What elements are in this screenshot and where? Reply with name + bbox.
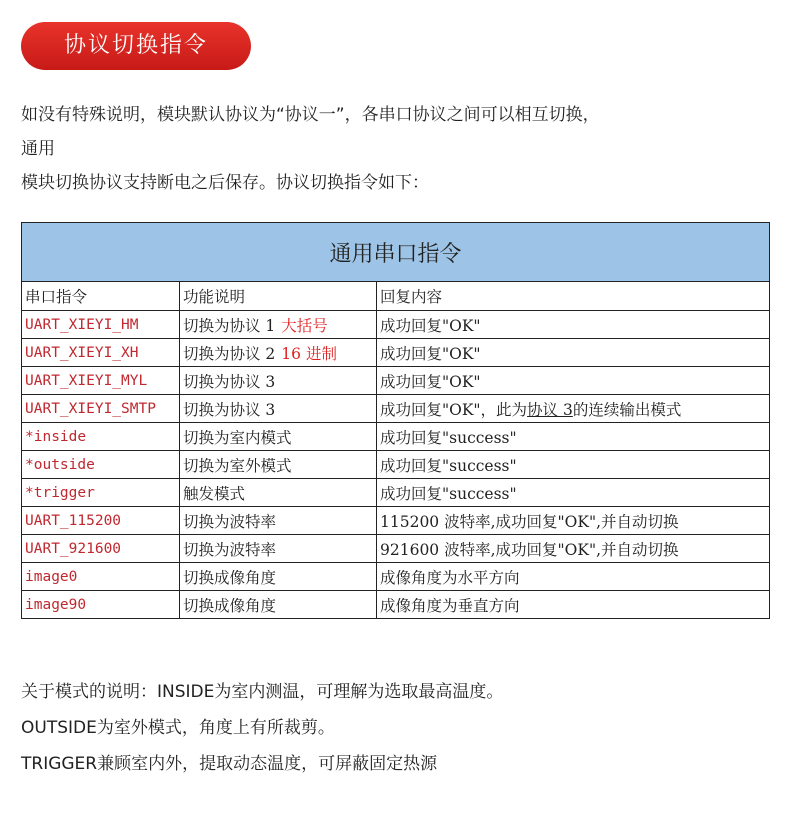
function-cell [180, 591, 377, 619]
header-command: 串口指令 [22, 282, 180, 311]
function-text: 切换为协议 1 [183, 316, 276, 335]
reply-cell [377, 395, 770, 423]
function-text: 切换为波特率 [183, 540, 277, 559]
note-outside: OUTSIDE为室外模式，角度上有所裁剪。 [21, 718, 335, 738]
table-row [22, 423, 770, 451]
command-cell: UART_115200 [22, 507, 180, 535]
command-cell: *trigger [22, 479, 180, 507]
intro-line-2: 通用 [21, 139, 55, 159]
function-text: 切换为协议 3 [183, 372, 276, 391]
reply-cell [377, 479, 770, 507]
function-cell [180, 423, 377, 451]
reply-text: 921600 波特率,成功回复"OK",并自动切换 [380, 540, 679, 559]
header-function: 功能说明 [180, 282, 377, 311]
reply-text: 成像角度为垂直方向 [380, 596, 520, 615]
function-highlight: 大括号 [281, 316, 328, 335]
command-cell: UART_XIEYI_HM [22, 311, 180, 339]
function-cell [180, 311, 377, 339]
intro-text [21, 98, 781, 200]
function-text: 切换为协议 2 [183, 344, 276, 363]
intro-line-3: 模块切换协议支持断电之后保存。协议切换指令如下： [21, 173, 429, 193]
table-row [22, 395, 770, 423]
function-cell [180, 367, 377, 395]
function-text: 切换为室内模式 [183, 428, 292, 447]
function-text: 切换为协议 3 [183, 400, 276, 419]
table-row [22, 591, 770, 619]
reply-cell [377, 367, 770, 395]
table-title: 通用串口指令 [22, 223, 770, 282]
reply-text: 成功回复"OK"，此为 [380, 400, 528, 419]
reply-cell [377, 451, 770, 479]
reply-text: 成功回复"OK" [380, 344, 481, 363]
command-cell: image90 [22, 591, 180, 619]
table-row [22, 339, 770, 367]
table-row [22, 367, 770, 395]
table-row [22, 563, 770, 591]
function-highlight: 16 进制 [281, 344, 337, 363]
table-row [22, 507, 770, 535]
table-title-row [22, 223, 770, 282]
function-cell [180, 339, 377, 367]
reply-text: 成功回复"OK" [380, 372, 481, 391]
command-cell: *inside [22, 423, 180, 451]
reply-cell [377, 339, 770, 367]
intro-line-1: 如没有特殊说明，模块默认协议为“协议一”，各串口协议之间可以相互切换， [21, 105, 600, 125]
note-trigger: TRIGGER兼顾室内外，提取动态温度，可屏蔽固定热源 [21, 754, 438, 774]
reply-cell [377, 535, 770, 563]
reply-text: 成功回复"OK" [380, 316, 481, 335]
reply-cell [377, 423, 770, 451]
function-text: 切换成像角度 [183, 568, 277, 587]
reply-cell [377, 507, 770, 535]
reply-text: 成像角度为水平方向 [380, 568, 520, 587]
function-cell [180, 451, 377, 479]
function-text: 切换为室外模式 [183, 456, 292, 475]
command-cell: UART_XIEYI_XH [22, 339, 180, 367]
function-cell [180, 563, 377, 591]
table-body [22, 311, 770, 619]
table-row [22, 535, 770, 563]
reply-cell [377, 563, 770, 591]
table-row [22, 479, 770, 507]
reply-text: 成功回复"success" [380, 456, 517, 475]
function-text: 切换成像角度 [183, 596, 277, 615]
note-inside: 关于模式的说明：INSIDE为室内测温，可理解为选取最高温度。 [21, 682, 504, 702]
command-cell: UART_921600 [22, 535, 180, 563]
command-cell: image0 [22, 563, 180, 591]
function-cell [180, 479, 377, 507]
function-cell [180, 535, 377, 563]
mode-notes [21, 674, 781, 782]
command-cell: *outside [22, 451, 180, 479]
command-cell: UART_XIEYI_SMTP [22, 395, 180, 423]
table-row [22, 311, 770, 339]
function-text: 触发模式 [183, 484, 246, 503]
reply-text: 115200 波特率,成功回复"OK",并自动切换 [380, 512, 679, 531]
function-cell [180, 395, 377, 423]
reply-underlined: 协议 3 [527, 400, 573, 419]
function-cell [180, 507, 377, 535]
command-table [21, 222, 770, 619]
table-header-row [22, 282, 770, 311]
section-title-badge: 协议切换指令 [21, 22, 251, 70]
function-text: 切换为波特率 [183, 512, 277, 531]
reply-cell [377, 591, 770, 619]
table-row [22, 451, 770, 479]
command-cell: UART_XIEYI_MYL [22, 367, 180, 395]
header-reply: 回复内容 [377, 282, 770, 311]
reply-cell [377, 311, 770, 339]
reply-text: 成功回复"success" [380, 484, 517, 503]
reply-tail: 的连续输出模式 [572, 400, 682, 419]
reply-text: 成功回复"success" [380, 428, 517, 447]
